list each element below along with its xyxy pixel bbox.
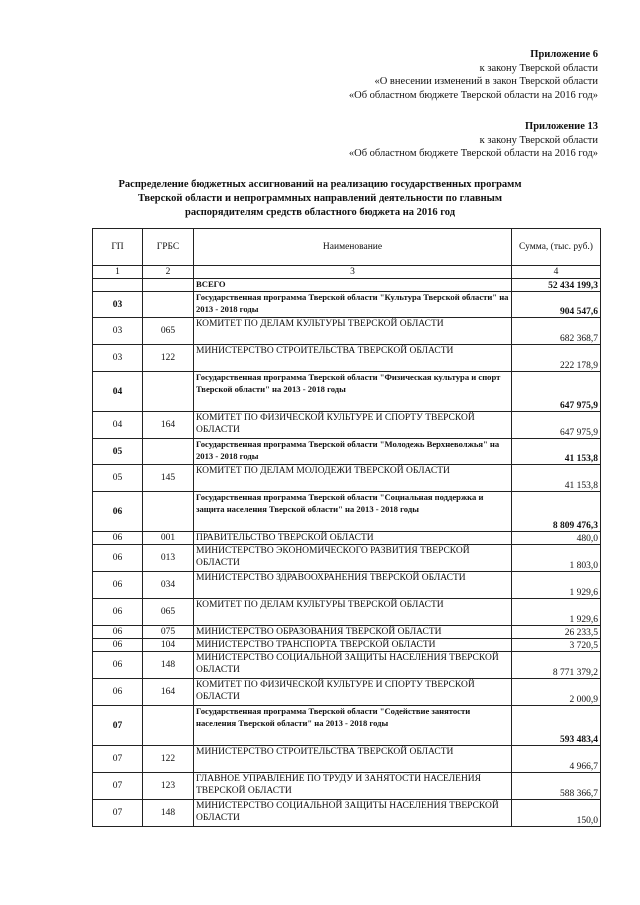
cell-name: Государственная программа Тверской области "Культура Тверской области" на 2013 - 2018 годы [194, 292, 512, 318]
column-number: 3 [194, 266, 512, 279]
appendix-13-line-2: «Об областном бюджете Тверской области на 2016 год» [348, 148, 598, 160]
cell-grbs [143, 279, 194, 292]
cell-name: КОМИТЕТ ПО ДЕЛАМ КУЛЬТУРЫ ТВЕРСКОЙ ОБЛАСТИ [194, 318, 512, 345]
cell-grbs: 065 [143, 599, 194, 626]
cell-sum: 41 153,8 [512, 465, 601, 492]
cell-gp: 06 [93, 652, 143, 679]
cell-name: КОМИТЕТ ПО ФИЗИЧЕСКОЙ КУЛЬТУРЕ И СПОРТУ ТВЕРСКОЙ ОБЛАСТИ [194, 679, 512, 706]
cell-name: КОМИТЕТ ПО ДЕЛАМ МОЛОДЕЖИ ТВЕРСКОЙ ОБЛАСТИ [194, 465, 512, 492]
cell-grbs [143, 292, 194, 318]
cell-grbs [143, 706, 194, 746]
cell-name: Государственная программа Тверской области "Содействие занятости населения Тверской области" на 2013 - 2018 годы [194, 706, 512, 746]
cell-gp: 06 [93, 599, 143, 626]
cell-gp: 06 [93, 626, 143, 639]
cell-gp: 04 [93, 372, 143, 412]
table-row [93, 439, 601, 465]
cell-name: МИНИСТЕРСТВО ЗДРАВООХРАНЕНИЯ ТВЕРСКОЙ ОБЛАСТИ [194, 572, 512, 599]
cell-grbs: 065 [143, 318, 194, 345]
cell-name: МИНИСТЕРСТВО СОЦИАЛЬНОЙ ЗАЩИТЫ НАСЕЛЕНИЯ ТВЕРСКОЙ ОБЛАСТИ [194, 652, 512, 679]
cell-name: ПРАВИТЕЛЬСТВО ТВЕРСКОЙ ОБЛАСТИ [194, 532, 512, 545]
cell-gp: 07 [93, 706, 143, 746]
cell-name: МИНИСТЕРСТВО СОЦИАЛЬНОЙ ЗАЩИТЫ НАСЕЛЕНИЯ ТВЕРСКОЙ ОБЛАСТИ [194, 800, 512, 827]
cell-gp: 06 [93, 492, 143, 532]
cell-sum: 480,0 [512, 532, 601, 545]
cell-gp: 06 [93, 572, 143, 599]
budget-table [92, 228, 601, 827]
table-row [93, 800, 601, 827]
cell-sum: 41 153,8 [512, 439, 601, 465]
column-number: 1 [93, 266, 143, 279]
header-sum: Сумма, (тыс. руб.) [512, 229, 601, 266]
cell-sum: 8 809 476,3 [512, 492, 601, 532]
table-row [93, 773, 601, 800]
cell-name: ВСЕГО [194, 279, 512, 292]
table-row [93, 626, 601, 639]
table-row [93, 279, 601, 292]
cell-sum: 3 720,5 [512, 639, 601, 652]
table-row [93, 706, 601, 746]
cell-gp [93, 279, 143, 292]
cell-name: МИНИСТЕРСТВО ЭКОНОМИЧЕСКОГО РАЗВИТИЯ ТВЕРСКОЙ ОБЛАСТИ [194, 545, 512, 572]
table-row [93, 545, 601, 572]
header-grbs: ГРБС [143, 229, 194, 266]
cell-grbs: 145 [143, 465, 194, 492]
cell-sum: 26 233,5 [512, 626, 601, 639]
cell-sum: 593 483,4 [512, 706, 601, 746]
table-row [93, 679, 601, 706]
table-row [93, 345, 601, 372]
appendix-6-line-3: «Об областном бюджете Тверской области на 2016 год» [348, 89, 598, 101]
table-row [93, 599, 601, 626]
table-row [93, 746, 601, 773]
cell-grbs: 148 [143, 652, 194, 679]
cell-grbs: 148 [143, 800, 194, 827]
appendix-13-line-1: к закону Тверской области [479, 134, 598, 146]
cell-name: МИНИСТЕРСТВО СТРОИТЕЛЬСТВА ТВЕРСКОЙ ОБЛАСТИ [194, 746, 512, 773]
cell-grbs [143, 492, 194, 532]
cell-gp: 04 [93, 412, 143, 439]
column-number: 2 [143, 266, 194, 279]
appendix-6-header [349, 48, 598, 102]
cell-sum: 222 178,9 [512, 345, 601, 372]
appendix-13-title: Приложение 13 [525, 121, 598, 132]
cell-grbs: 104 [143, 639, 194, 652]
cell-name: Государственная программа Тверской области "Физическая культура и спорт Тверской области" на 2013 - 2018 годы [194, 372, 512, 412]
cell-name: Государственная программа Тверской области "Социальная поддержка и защита населения Тверской области" на 2013 - 2018 годы [194, 492, 512, 532]
cell-grbs: 034 [143, 572, 194, 599]
cell-sum: 2 000,9 [512, 679, 601, 706]
cell-name: КОМИТЕТ ПО ДЕЛАМ КУЛЬТУРЫ ТВЕРСКОЙ ОБЛАСТИ [194, 599, 512, 626]
table-row [93, 372, 601, 412]
cell-sum: 1 929,6 [512, 572, 601, 599]
column-number: 4 [512, 266, 601, 279]
cell-sum: 647 975,9 [512, 372, 601, 412]
table-row [93, 532, 601, 545]
table-row [93, 492, 601, 532]
cell-sum: 904 547,6 [512, 292, 601, 318]
column-number-row [93, 266, 601, 279]
cell-sum: 682 368,7 [512, 318, 601, 345]
cell-grbs: 013 [143, 545, 194, 572]
cell-sum: 8 771 379,2 [512, 652, 601, 679]
cell-grbs: 122 [143, 345, 194, 372]
cell-name: Государственная программа Тверской области "Молодежь Верхневолжья" на 2013 - 2018 годы [194, 439, 512, 465]
cell-sum: 1 929,6 [512, 599, 601, 626]
cell-gp: 06 [93, 545, 143, 572]
cell-grbs: 164 [143, 412, 194, 439]
table-header-row [93, 229, 601, 266]
table-row [93, 465, 601, 492]
cell-gp: 05 [93, 439, 143, 465]
cell-gp: 07 [93, 773, 143, 800]
cell-name: КОМИТЕТ ПО ФИЗИЧЕСКОЙ КУЛЬТУРЕ И СПОРТУ ТВЕРСКОЙ ОБЛАСТИ [194, 412, 512, 439]
header-name: Наименование [194, 229, 512, 266]
cell-gp: 06 [93, 639, 143, 652]
cell-gp: 06 [93, 679, 143, 706]
table-body [93, 279, 601, 827]
cell-gp: 06 [93, 532, 143, 545]
cell-sum: 150,0 [512, 800, 601, 827]
cell-name: МИНИСТЕРСТВО СТРОИТЕЛЬСТВА ТВЕРСКОЙ ОБЛАСТИ [194, 345, 512, 372]
cell-name: ГЛАВНОЕ УПРАВЛЕНИЕ ПО ТРУДУ И ЗАНЯТОСТИ НАСЕЛЕНИЯ ТВЕРСКОЙ ОБЛАСТИ [194, 773, 512, 800]
table-row [93, 292, 601, 318]
table-row [93, 572, 601, 599]
cell-grbs [143, 372, 194, 412]
header-gp: ГП [93, 229, 143, 266]
cell-gp: 07 [93, 746, 143, 773]
document-title: Распределение бюджетных ассигнований на реализацию государственных программ Тверской области и непрограммных направлений деятельности по главным распорядителям средств областного бюджета на 2016 год [118, 179, 522, 218]
cell-grbs: 075 [143, 626, 194, 639]
cell-name: МИНИСТЕРСТВО ТРАНСПОРТА ТВЕРСКОЙ ОБЛАСТИ [194, 639, 512, 652]
appendix-13-header [349, 120, 598, 161]
cell-gp: 03 [93, 345, 143, 372]
cell-grbs: 164 [143, 679, 194, 706]
cell-sum: 647 975,9 [512, 412, 601, 439]
cell-gp: 07 [93, 800, 143, 827]
cell-grbs: 001 [143, 532, 194, 545]
cell-grbs: 123 [143, 773, 194, 800]
cell-sum: 4 966,7 [512, 746, 601, 773]
table-row [93, 412, 601, 439]
cell-gp: 03 [93, 292, 143, 318]
appendix-6-line-1: к закону Тверской области [479, 62, 598, 74]
cell-grbs: 122 [143, 746, 194, 773]
cell-name: МИНИСТЕРСТВО ОБРАЗОВАНИЯ ТВЕРСКОЙ ОБЛАСТИ [194, 626, 512, 639]
cell-gp: 03 [93, 318, 143, 345]
table-row [93, 318, 601, 345]
cell-sum: 52 434 199,3 [512, 279, 601, 292]
cell-grbs [143, 439, 194, 465]
cell-sum: 1 803,0 [512, 545, 601, 572]
table-row [93, 652, 601, 679]
table-row [93, 639, 601, 652]
cell-gp: 05 [93, 465, 143, 492]
cell-sum: 588 366,7 [512, 773, 601, 800]
appendix-6-title: Приложение 6 [530, 49, 598, 60]
appendix-6-line-2: «О внесении изменений в закон Тверской области [374, 76, 598, 88]
